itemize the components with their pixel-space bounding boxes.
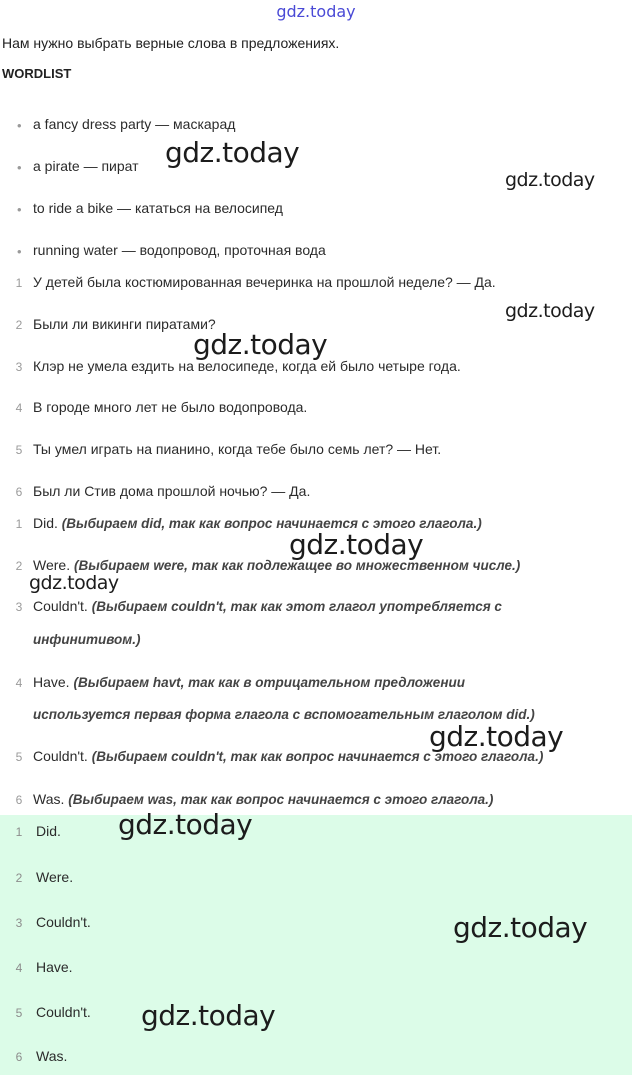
explanation-answer: Couldn't.	[33, 748, 88, 764]
watermark: gdz.today	[505, 300, 595, 322]
site-logo[interactable]: gdz.today	[276, 2, 356, 21]
explanation-answer: Were.	[33, 557, 71, 573]
list-number: 1	[15, 825, 23, 839]
explanation-note: (Выбираем did, так как вопрос начинается с этого глагола.)	[61, 516, 482, 531]
answer-item: Couldn't.	[36, 1004, 91, 1020]
answer-item: Couldn't.	[36, 914, 91, 930]
watermark: gdz.today	[165, 136, 300, 169]
sentence-item: Были ли викинги пиратами?	[33, 316, 216, 332]
list-number: 6	[15, 793, 23, 807]
bullet-icon: •	[17, 244, 22, 259]
watermark: gdz.today	[453, 911, 588, 944]
explanation-note: (Выбираем havt, так как в отрицательном предложении	[73, 675, 465, 690]
list-number: 1	[15, 517, 23, 531]
explanation-answer: Have.	[33, 674, 70, 690]
explanation-note: (Выбираем were, так как подлежащее во множественном числе.)	[73, 558, 521, 573]
explanation-item	[33, 598, 502, 614]
explanation-answer: Couldn't.	[33, 598, 88, 614]
explanation-answer: Was.	[33, 791, 65, 807]
list-number: 4	[15, 961, 23, 975]
wordlist-item: to ride a bike — кататься на велосипед	[33, 200, 283, 216]
explanation-note-continued: инфинитивом.)	[33, 632, 141, 647]
explanation-note: (Выбираем couldn't, так как этот глагол употребляется с	[91, 599, 502, 614]
list-number: 4	[15, 676, 23, 690]
wordlist-item: running water — водопровод, проточная вода	[33, 242, 326, 258]
list-number: 2	[15, 559, 23, 573]
list-number: 4	[15, 401, 23, 415]
answer-item: Have.	[36, 959, 73, 975]
list-number: 2	[15, 871, 23, 885]
list-number: 5	[15, 750, 23, 764]
explanation-item	[33, 557, 520, 573]
bullet-icon: •	[17, 118, 22, 133]
sentence-item: В городе много лет не было водопровода.	[33, 399, 308, 415]
explanation-item	[33, 674, 465, 690]
list-number: 3	[15, 916, 23, 930]
list-number: 6	[15, 1050, 23, 1064]
sentence-item: Ты умел играть на пианино, когда тебе было семь лет? — Нет.	[33, 441, 442, 457]
sentence-item: Был ли Стив дома прошлой ночью? — Да.	[33, 483, 311, 499]
explanation-answer: Did.	[33, 515, 58, 531]
intro-text: Нам нужно выбрать верные слова в предложениях.	[2, 35, 340, 51]
list-number: 3	[15, 600, 23, 614]
wordlist-item: a pirate — пират	[33, 158, 139, 174]
wordlist-heading: WORDLIST	[2, 66, 72, 81]
explanation-note-continued: используется первая форма глагола с вспомогательным глаголом did.)	[33, 707, 535, 722]
watermark: gdz.today	[193, 328, 328, 361]
sentence-item: У детей была костюмированная вечеринка на прошлой неделе? — Да.	[33, 274, 496, 290]
watermark: gdz.today	[29, 572, 119, 594]
bullet-icon: •	[17, 202, 22, 217]
watermark: gdz.today	[289, 528, 424, 561]
answer-item: Did.	[36, 823, 61, 839]
list-number: 5	[15, 443, 23, 457]
explanation-note: (Выбираем was, так как вопрос начинается с этого глагола.)	[68, 792, 494, 807]
list-number: 5	[15, 1006, 23, 1020]
sentence-item: Клэр не умела ездить на велосипеде, когда ей было четыре года.	[33, 358, 461, 374]
explanation-note: (Выбираем couldn't, так как вопрос начинается с этого глагола.)	[91, 749, 544, 764]
explanation-item	[33, 791, 493, 807]
bullet-icon: •	[17, 160, 22, 175]
watermark: gdz.today	[505, 169, 595, 191]
answer-box	[0, 815, 632, 1075]
watermark: gdz.today	[118, 808, 253, 841]
list-number: 6	[15, 485, 23, 499]
answer-item: Was.	[36, 1048, 68, 1064]
list-number: 1	[15, 276, 23, 290]
watermark: gdz.today	[141, 999, 276, 1032]
answer-item: Were.	[36, 869, 74, 885]
list-number: 3	[15, 360, 23, 374]
wordlist-item: a fancy dress party — маскарад	[33, 116, 236, 132]
list-number: 2	[15, 318, 23, 332]
watermark: gdz.today	[429, 720, 564, 753]
